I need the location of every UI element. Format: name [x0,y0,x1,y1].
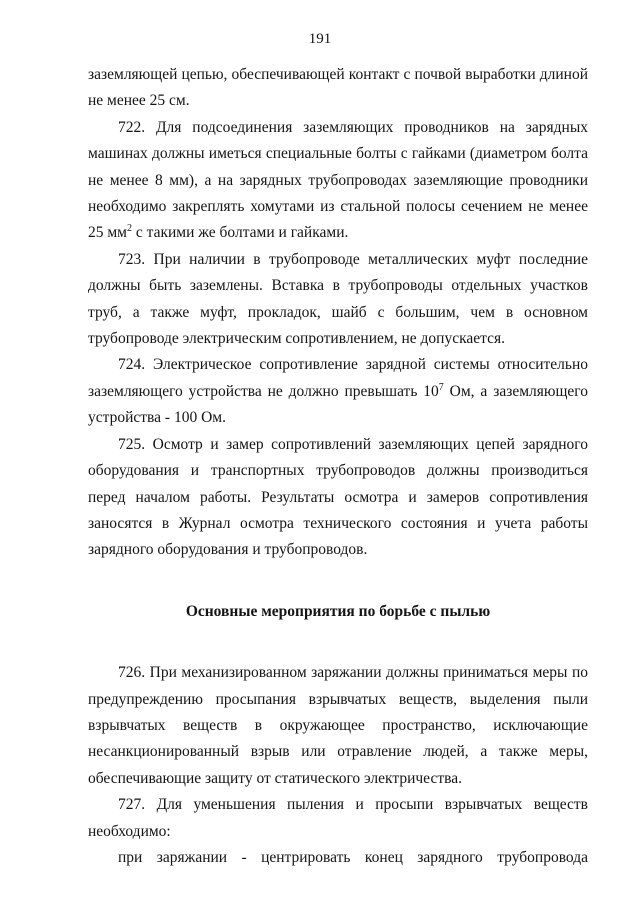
paragraph-722 [88,115,588,247]
paragraph-last: при заряжании - центрировать конец зарядного трубопровода [118,848,588,866]
paragraph-726: 726. При механизированном заряжании должны приниматься меры по предупреждению просыпания взрывчатых веществ, выделения пыли взрывчатых веществ в окружающее пространство, исключающие несанкционированный взрыв или отравление людей, а также меры, обеспечивающие защиту от статического электричества. [88,664,588,787]
document-body [88,62,588,871]
paragraph-continued: заземляющей цепью, обеспечивающей контакт с почвой выработки длиной не менее 25 см. [88,66,588,110]
paragraph-724 [88,352,588,431]
paragraph-722-tail: с такими же болтами и гайками. [132,224,349,242]
paragraph-722-text: 722. Для подсоединения заземляющих проводников на зарядных машинах должны иметься специальные болты с гайками (диаметром болта не менее 8 мм), а на зарядных трубопроводах заземляющие проводники необходимо закреплять хомутами из стальной полосы сечением не менее 25 мм [88,118,588,242]
section-heading: Основные мероприятия по борьбе с пылью [185,602,491,620]
superscript-2: 2 [127,223,132,235]
page-number: 191 [308,31,332,47]
paragraph-723: 723. При наличии в трубопроводе металлических муфт последние должны быть заземлены. Вставка в трубопроводы отдельных участков труб, а также муфт, прокладок, шайб с большим, чем в основном трубопроводе электрическим сопротивлением, не допускается. [88,250,588,348]
paragraph-725: 725. Осмотр и замер сопротивлений заземляющих цепей зарядного оборудования и транспортных трубопроводов должны производиться перед началом работы. Результаты осмотра и замеров сопротивления заносятся в Журнал осмотра технического состояния и учета работы зарядного оборудования и трубопроводов. [88,435,588,559]
paragraph-724-tail: Ом, а заземляющего устройства - 100 Ом. [88,382,588,427]
paragraph-727: 727. Для уменьшения пыления и просыпи взрывчатых веществ необходимо: [88,796,588,840]
paragraph-724-text: 724. Электрическое сопротивление зарядной системы относительно заземляющего устройства не должно превышать 10 [88,356,588,400]
superscript-7: 7 [438,381,444,393]
